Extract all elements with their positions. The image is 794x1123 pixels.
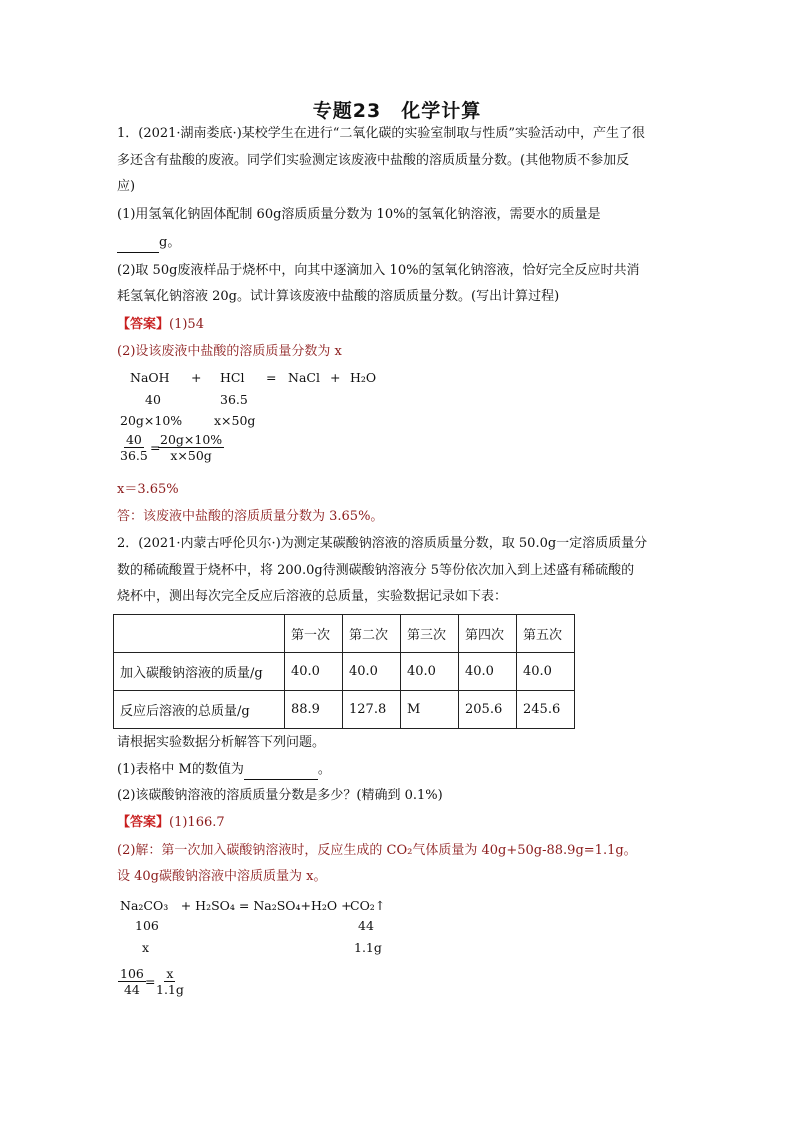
eq1-nacl: NaCl [288,370,320,385]
eq1-plus2: + [330,370,341,385]
q1-result: x＝3.65% [117,482,179,497]
q2-part1 [117,760,331,780]
table-header-cell: 第二次 [343,615,401,653]
q1-part1-unit: g。 [159,235,181,250]
table-header-cell: 第一次 [285,615,343,653]
data-table [113,614,575,729]
q1-part1-blank-line [117,233,180,253]
table-cell: 40.0 [343,653,401,691]
q1-stem-line2: 多还含有盐酸的废液。同学们实验测定该废液中盐酸的溶质质量分数。(其他物质不参加反 [117,153,630,168]
eq1-actual-hcl: x×50g [214,413,256,428]
eq1-hcl: HCl [220,370,245,385]
eq1-equals: = [266,370,277,385]
table-header-cell: 第三次 [401,615,459,653]
eq1-h2o: H₂O [350,370,377,385]
page-title: 专题23 化学计算 [312,100,482,122]
table-cell: 245.6 [517,691,575,729]
q1-part1: (1)用氢氧化钠固体配制 60g溶质质量分数为 10%的氢氧化钠溶液，需要水的质量是 [117,207,601,222]
eq1-naoh: NaOH [130,370,170,385]
q1-answer-1: (1)54 [169,317,204,332]
q2-answer-3: 设 40g碳酸钠溶液中溶质质量为 x。 [117,869,327,884]
table-cell: 40.0 [459,653,517,691]
table-header-cell: 第四次 [459,615,517,653]
eq1-ratio-right [158,432,224,463]
table-cell: 40.0 [517,653,575,691]
eq2-mass-co2: 44 [358,918,374,933]
eq2-ratio-equals: = [145,974,156,989]
table-row-label: 加入碳酸钠溶液的质量/g [114,653,285,691]
table-row [114,691,575,729]
answer-blank [117,238,159,253]
eq1-actual-naoh: 20g×10% [120,413,183,428]
table-row-label: 反应后溶液的总质量/g [114,691,285,729]
table-cell [114,615,285,653]
eq2-mass-na2co3: 106 [135,918,159,933]
table-cell: 127.8 [343,691,401,729]
fraction-numerator: 20g×10% [160,432,223,447]
q1-stem-line3: 应) [117,179,136,194]
fraction-denominator: 44 [123,982,140,997]
table-cell: 40.0 [401,653,459,691]
q1-part2-line2: 耗氢氧化钠溶液 20g。试计算该废液中盐酸的溶质质量分数。(写出计算过程) [117,289,560,304]
fraction-numerator: 106 [120,966,144,981]
q2-stem-line3: 烧杯中，测出每次完全反应后溶液的总质量，实验数据记录如下表： [117,589,508,604]
q1-answer-line [117,315,204,335]
fraction-denominator: 36.5 [120,448,148,463]
fraction-numerator: x [166,966,174,981]
table-cell: 40.0 [285,653,343,691]
eq1-ratio-left [118,432,150,463]
eq1-plus: + [191,370,202,385]
table-cell: 88.9 [285,691,343,729]
eq2-unknown: x [142,940,150,955]
eq1-mass-hcl: 36.5 [220,392,248,407]
table-header-cell: 第五次 [517,615,575,653]
q1-final-answer: 答：该废液中盐酸的溶质质量分数为 3.65%。 [117,509,384,524]
q2-answer-1: (1)166.7 [169,815,225,830]
q2-part1-end: 。 [317,762,331,777]
q2-part2: (2)该碳酸钠溶液的溶质质量分数是多少？(精确到 0.1%) [117,788,443,803]
eq2-ratio-left [118,966,146,997]
q2-stem-line1: 2．(2021·内蒙古呼伦贝尔·)为测定某碳酸钠溶液的溶质质量分数，取 50.0g一定溶质质量分 [117,536,648,551]
fraction-numerator: 40 [125,432,142,447]
answer-label: 【答案】 [117,317,170,332]
eq2-reactants: Na₂CO₃ + H₂SO₄ = Na₂SO₄+H₂O + [120,898,352,913]
table-cell: M [401,691,459,729]
fraction-denominator: 1.1g [156,982,184,997]
answer-blank [244,765,318,780]
q2-part1-text: (1)表格中 M的数值为 [117,762,244,777]
eq2-co2: CO₂↑ [350,898,386,913]
eq1-ratio-equals: = [150,440,161,455]
q2-instruction: 请根据实验数据分析解答下列问题。 [117,735,326,750]
q2-answer-line [117,813,225,833]
eq2-ratio-right [154,966,186,997]
eq2-co2-actual: 1.1g [354,940,382,955]
answer-label: 【答案】 [117,815,170,830]
fraction-denominator: x×50g [170,448,212,463]
table-row [114,653,575,691]
q2-answer-2: (2)解：第一次加入碳酸钠溶液时，反应生成的 CO₂气体质量为 40g+50g-88.9g=1.1g。 [117,843,637,858]
q1-stem-line1: 1．(2021·湖南娄底·)某校学生在进行“二氧化碳的实验室制取与性质”实验活动中，产生了很 [117,126,646,141]
table-header-row [114,615,575,653]
table-cell: 205.6 [459,691,517,729]
eq1-mass-naoh: 40 [145,392,161,407]
q2-stem-line2: 数的稀硫酸置于烧杯中，将 200.0g待测碳酸钠溶液分 5等份依次加入到上述盛有稀硫酸的 [117,563,635,578]
q1-answer-2: (2)设该废液中盐酸的溶质质量分数为 x [117,344,342,359]
q1-part2-line1: (2)取 50g废液样品于烧杯中，向其中逐滴加入 10%的氢氧化钠溶液，恰好完全反应时共消 [117,263,640,278]
